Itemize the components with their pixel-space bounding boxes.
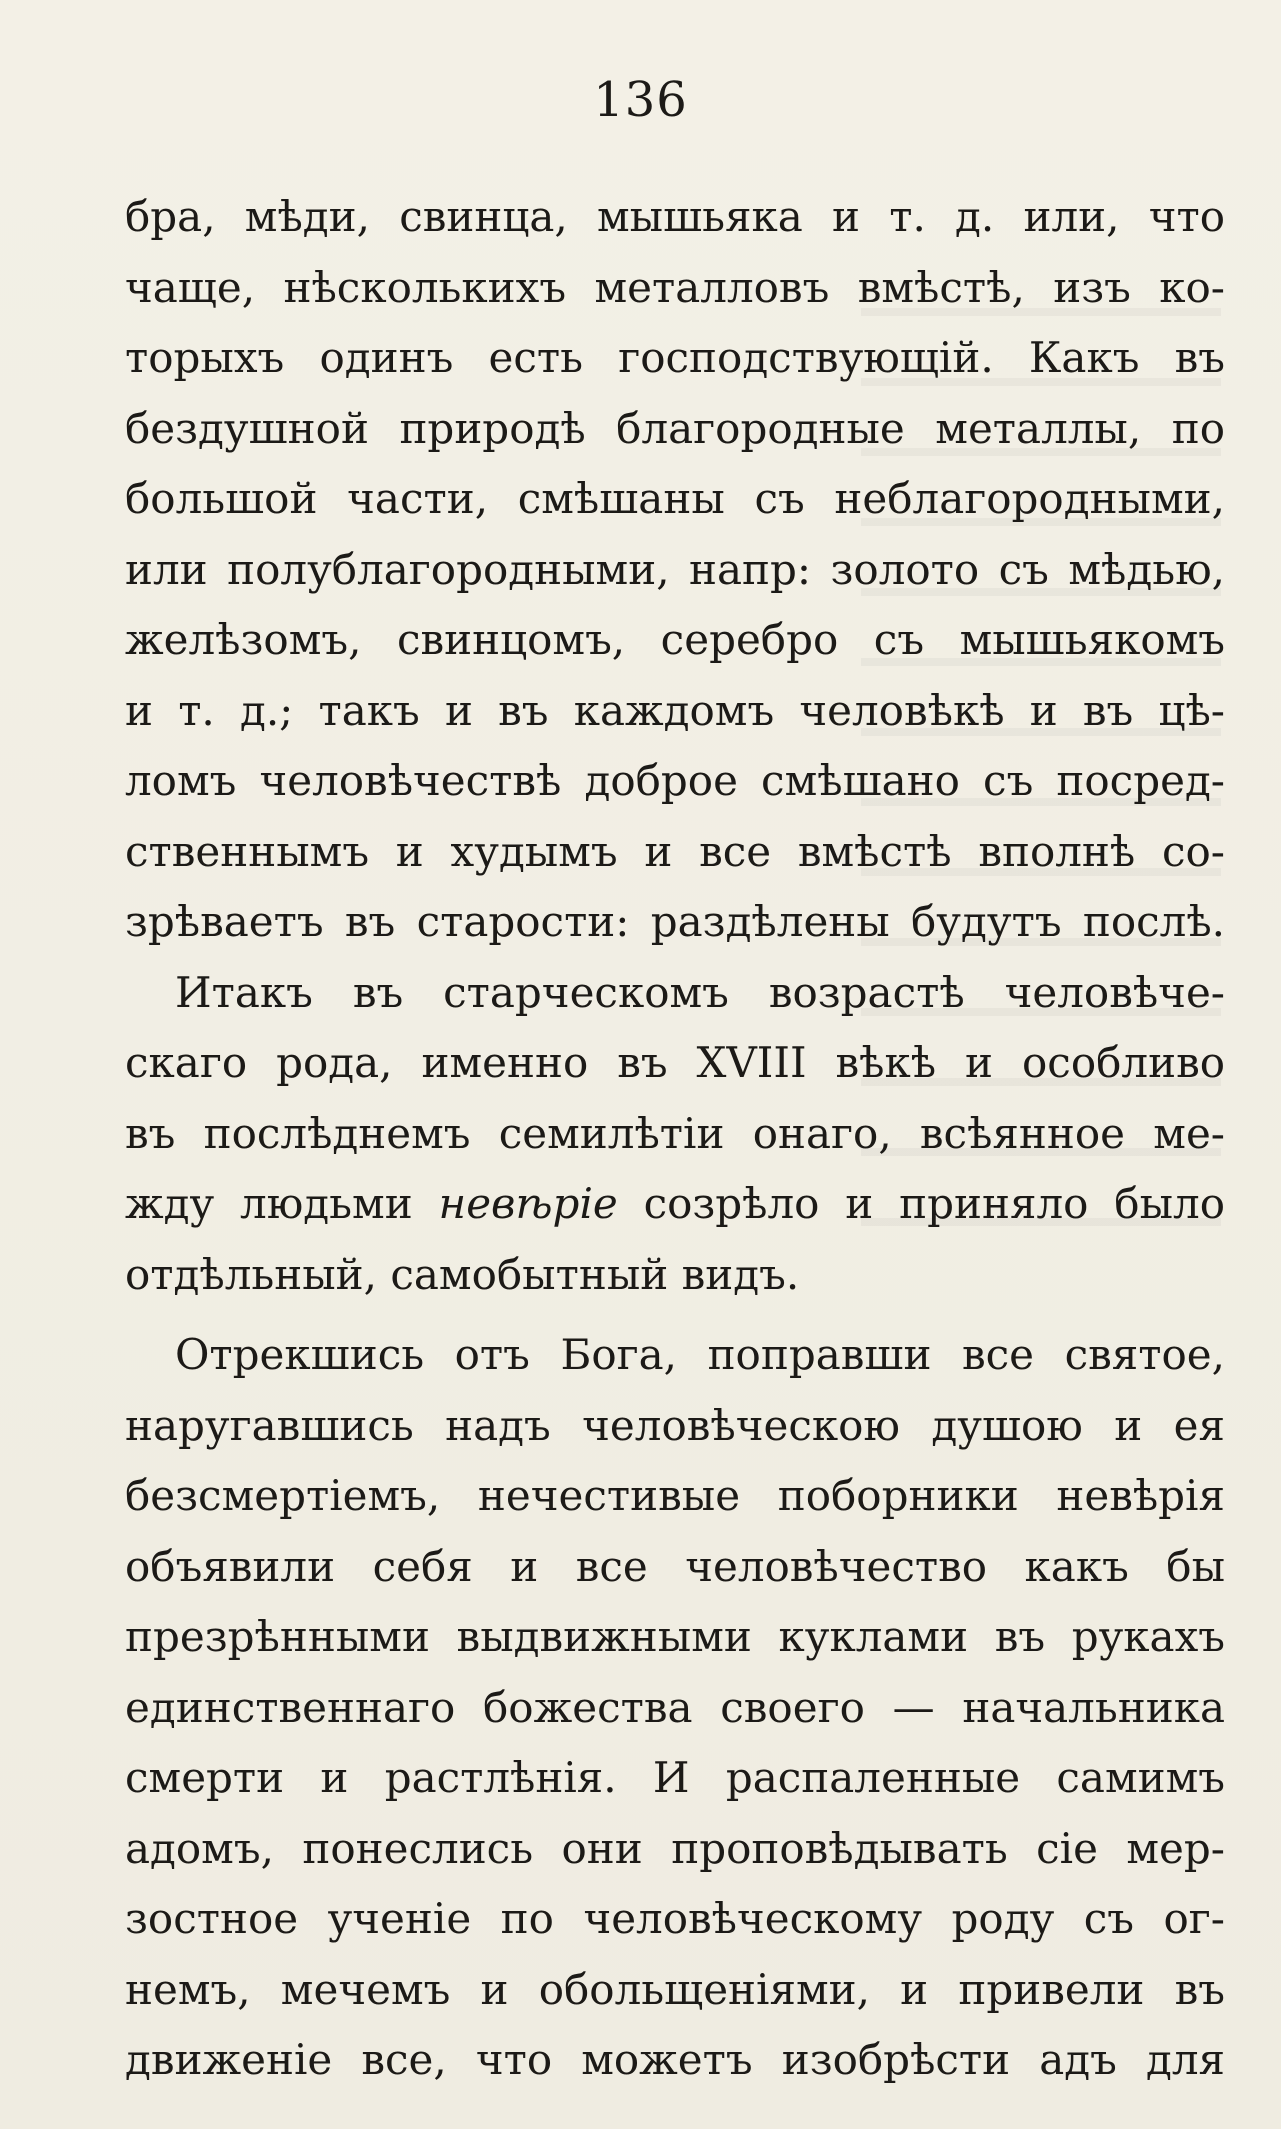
italic-word: невѣріе: [438, 1179, 618, 1228]
text-line: въ послѣднемъ семилѣтіи онаго, всѣянное ме-: [125, 1108, 1225, 1158]
body-text: [125, 182, 1225, 2096]
text-line: или полублагородными, напр: золото съ мѣдью,: [125, 544, 1225, 594]
text-line: бра, мѣди, свинца, мышьяка и т. д. или, что: [125, 192, 1225, 241]
text-line: зостное ученіе по человѣческому роду съ ог-: [125, 1894, 1225, 1943]
text-line: желѣзомъ, свинцомъ, серебро съ мышьякомъ: [125, 615, 1225, 664]
text-line: большой части, смѣшаны съ неблагородными,: [125, 474, 1225, 523]
text-fragment: жду людьми: [125, 1179, 439, 1228]
text-line-with-italic: [125, 1169, 1225, 1240]
text-line: Итакъ въ старческомъ возрастѣ человѣче-: [175, 967, 1225, 1017]
text-fragment: созрѣло и приняло было: [617, 1179, 1225, 1228]
text-line: бездушной природѣ благородные металлы, по: [125, 403, 1225, 453]
text-line: Отрекшись отъ Бога, поправши все святое,: [175, 1330, 1225, 1379]
paragraph-gap: [125, 1310, 1225, 1320]
text-line: безсмертіемъ, нечестивые поборники невѣрія: [125, 1471, 1225, 1520]
text-line: ственнымъ и худымъ и все вмѣстѣ вполнѣ со-: [125, 826, 1225, 876]
text-line: смерти и растлѣнія. И распаленные самимъ: [125, 1753, 1225, 1802]
text-line: единственнаго божества своего — начальника: [125, 1682, 1225, 1732]
text-line: зрѣваетъ въ старости: раздѣлены будутъ послѣ.: [125, 897, 1225, 946]
text-line: презрѣнными выдвижными куклами въ рукахъ: [125, 1612, 1225, 1661]
text-line: торыхъ одинъ есть господствующій. Какъ въ: [125, 333, 1225, 382]
text-line: ломъ человѣчествѣ доброе смѣшано съ посред-: [125, 756, 1225, 805]
text-line: немъ, мечемъ и обольщеніями, и привели въ: [125, 1964, 1225, 2014]
text-line: наругавшись надъ человѣческою душою и ея: [125, 1400, 1225, 1450]
text-line: движеніе все, что можетъ изобрѣсти адъ для: [125, 2035, 1225, 2084]
text-line: скаго рода, именно въ XVIII вѣкѣ и особливо: [125, 1038, 1225, 1087]
text-line: объявили себя и все человѣчество какъ бы: [125, 1541, 1225, 1591]
text-line: чаще, нѣсколькихъ металловъ вмѣстѣ, изъ ко-: [125, 262, 1225, 312]
text-line: адомъ, понеслись они проповѣдывать сіе мер-: [125, 1823, 1225, 1873]
text-line: отдѣльный, самобытный видъ.: [125, 1249, 800, 1299]
page-number: 136: [593, 72, 688, 128]
text-line: и т. д.; такъ и въ каждомъ человѣкѣ и въ цѣ-: [125, 685, 1225, 735]
